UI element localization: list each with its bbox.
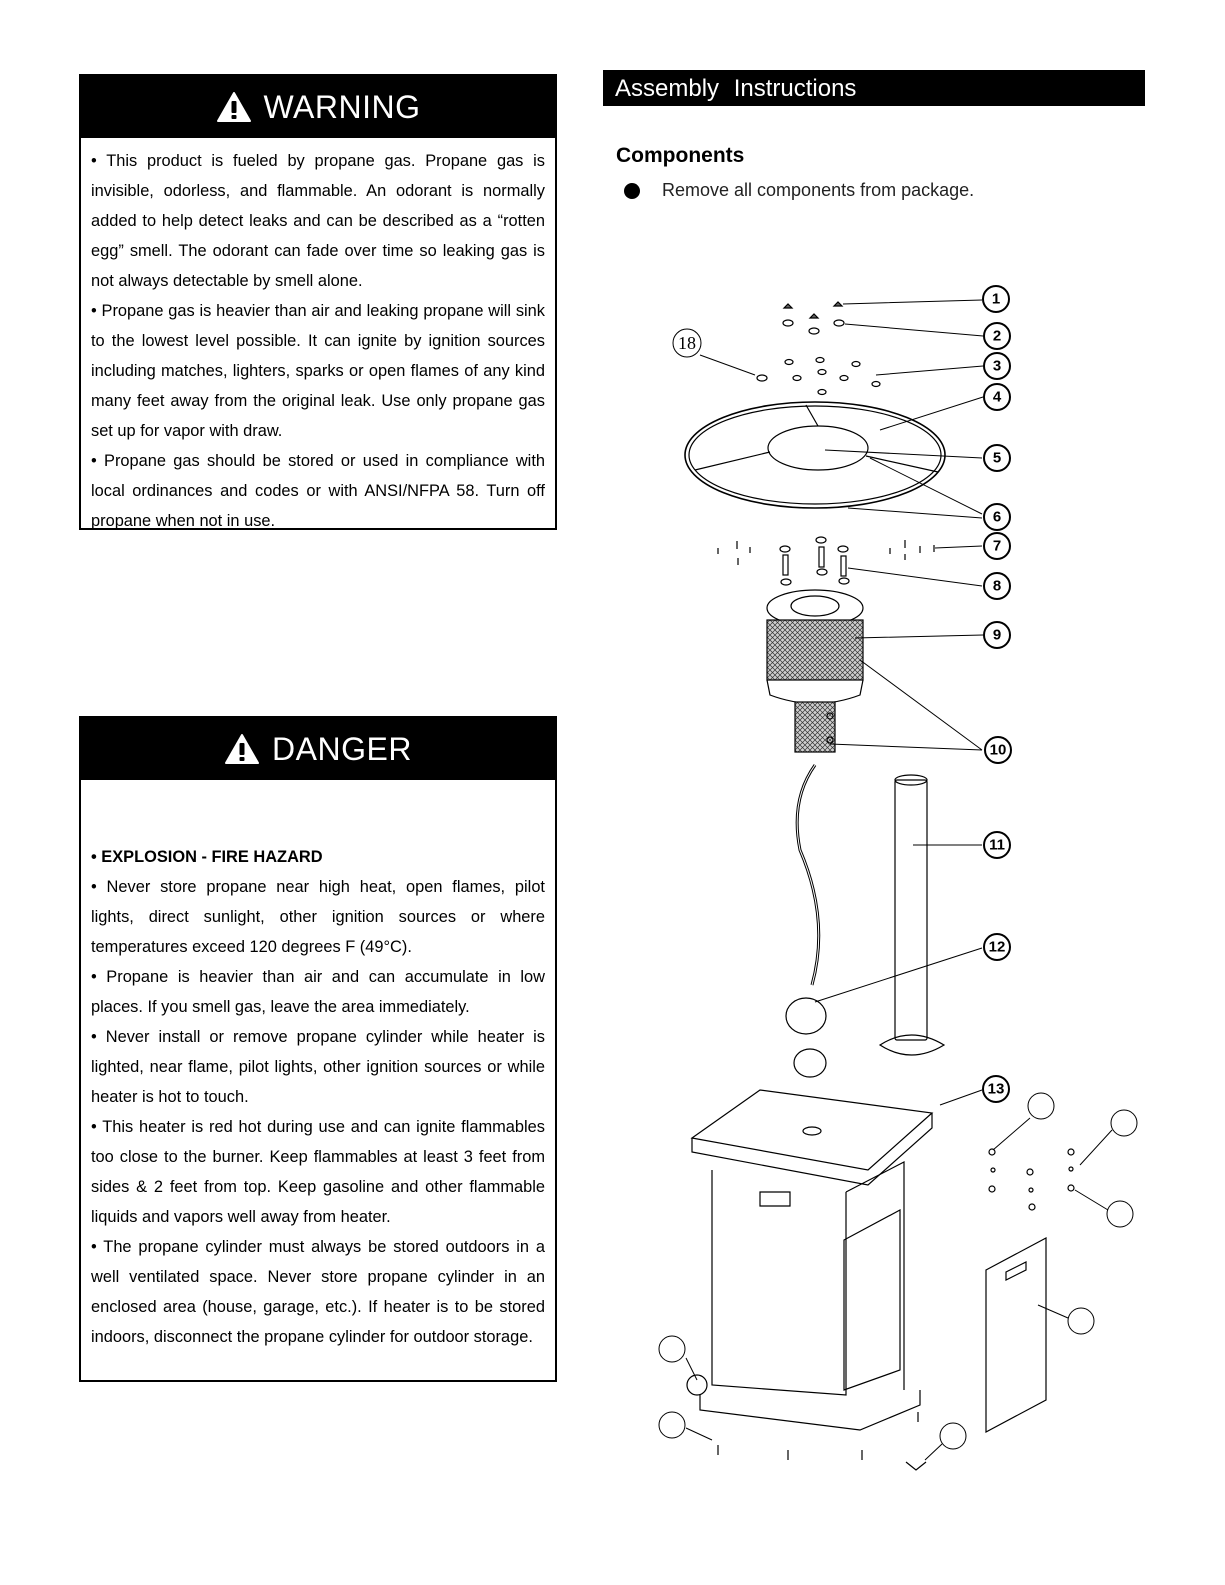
warning-triangle-icon	[216, 91, 252, 123]
gas-hose	[786, 765, 826, 1077]
burner-head	[767, 590, 863, 752]
warning-paragraph-1: • This product is fueled by propane gas. Propane gas is invisible, odorless, and flammable. An odorant is normally added to help detect leaks and can be described as a “rotten egg” smell. The odorant can fade over time so leaking gas is not always detectable by smell alone.	[91, 152, 545, 290]
exploded-parts-diagram	[600, 270, 1225, 1500]
post-tube	[880, 775, 944, 1055]
callout-5: 5	[992, 449, 1002, 467]
danger-paragraph-1: • Never store propane near high heat, open flames, pilot lights, direct sunlight, other ignition sources or where temperatures exceed 120 degrees F (49°C).	[91, 878, 545, 956]
danger-paragraph-5: • The propane cylinder must always be stored outdoors in a well ventilated space. Never store propane cylinder in an enclosed area (house, garage, etc.). If heater is to be stored indoors, disconnect the propane cylinder for outdoor storage.	[91, 1238, 545, 1346]
danger-body	[81, 780, 555, 1358]
callout-11: 11	[989, 836, 1005, 854]
danger-paragraph-3: • Never install or remove propane cylinder while heater is lighted, near flame, pilot lights, other ignition sources or while heater is hot to touch.	[91, 1028, 545, 1106]
danger-paragraph-2: • Propane is heavier than air and can accumulate in low places. If you smell gas, leave the area immediately.	[91, 968, 545, 1016]
components-title: Components	[616, 144, 745, 167]
reflector-shade	[685, 402, 945, 508]
warning-title: WARNING	[263, 88, 421, 125]
leader-lines	[686, 300, 1112, 1460]
feet-hardware	[718, 1149, 1074, 1470]
warning-triangle-icon	[224, 733, 260, 765]
callout-1: 1	[991, 290, 1001, 308]
instruction-bullet	[624, 180, 974, 201]
instruction-text: Remove all components from package.	[662, 180, 975, 200]
door-panel	[986, 1238, 1046, 1432]
callout-8: 8	[992, 577, 1002, 595]
callout-4: 4	[992, 388, 1002, 406]
warning-box	[79, 74, 557, 530]
callout-3: 3	[992, 357, 1002, 375]
warning-body	[81, 138, 555, 542]
callout-circles	[659, 286, 1137, 1449]
callout-12: 12	[988, 938, 1006, 956]
bullet-dot-icon	[624, 183, 640, 199]
danger-title: DANGER	[272, 730, 412, 767]
callout-10: 10	[989, 741, 1007, 759]
danger-header	[81, 718, 555, 780]
section-title-bar: Assembly Instructions	[603, 70, 1145, 106]
callout-9: 9	[992, 626, 1002, 644]
danger-box	[79, 716, 557, 1382]
warning-paragraph-3: • Propane gas should be stored or used in compliance with local ordinances and codes or with ANSI/NFPA 58. Turn off propane when not in use.	[91, 452, 545, 530]
tank-enclosure	[687, 1090, 932, 1430]
callout-13: 13	[987, 1080, 1005, 1098]
callout-2: 2	[992, 327, 1002, 345]
bolts-row	[718, 537, 934, 585]
callout-18: 18	[678, 333, 696, 353]
warning-header	[81, 76, 555, 138]
callout-7: 7	[992, 537, 1002, 555]
washers-top	[757, 320, 880, 395]
wing-nuts-top	[784, 302, 842, 318]
danger-heading: • EXPLOSION - FIRE HAZARD	[91, 848, 323, 866]
warning-paragraph-2: • Propane gas is heavier than air and leaking propane will sink to the lowest level possible. It can ignite by ignition sources including matches, lighters, sparks or open flames of any kind many feet away from the original leak. Use only propane gas set up for vapor with draw.	[91, 302, 545, 440]
danger-paragraph-4: • This heater is red hot during use and can ignite flammables too close to the burner. Keep flammables at least 3 feet from sides & 2 feet from top. Keep gasoline and other flammable liquids and vapors well away from heater.	[91, 1118, 545, 1226]
callout-6: 6	[992, 508, 1002, 526]
